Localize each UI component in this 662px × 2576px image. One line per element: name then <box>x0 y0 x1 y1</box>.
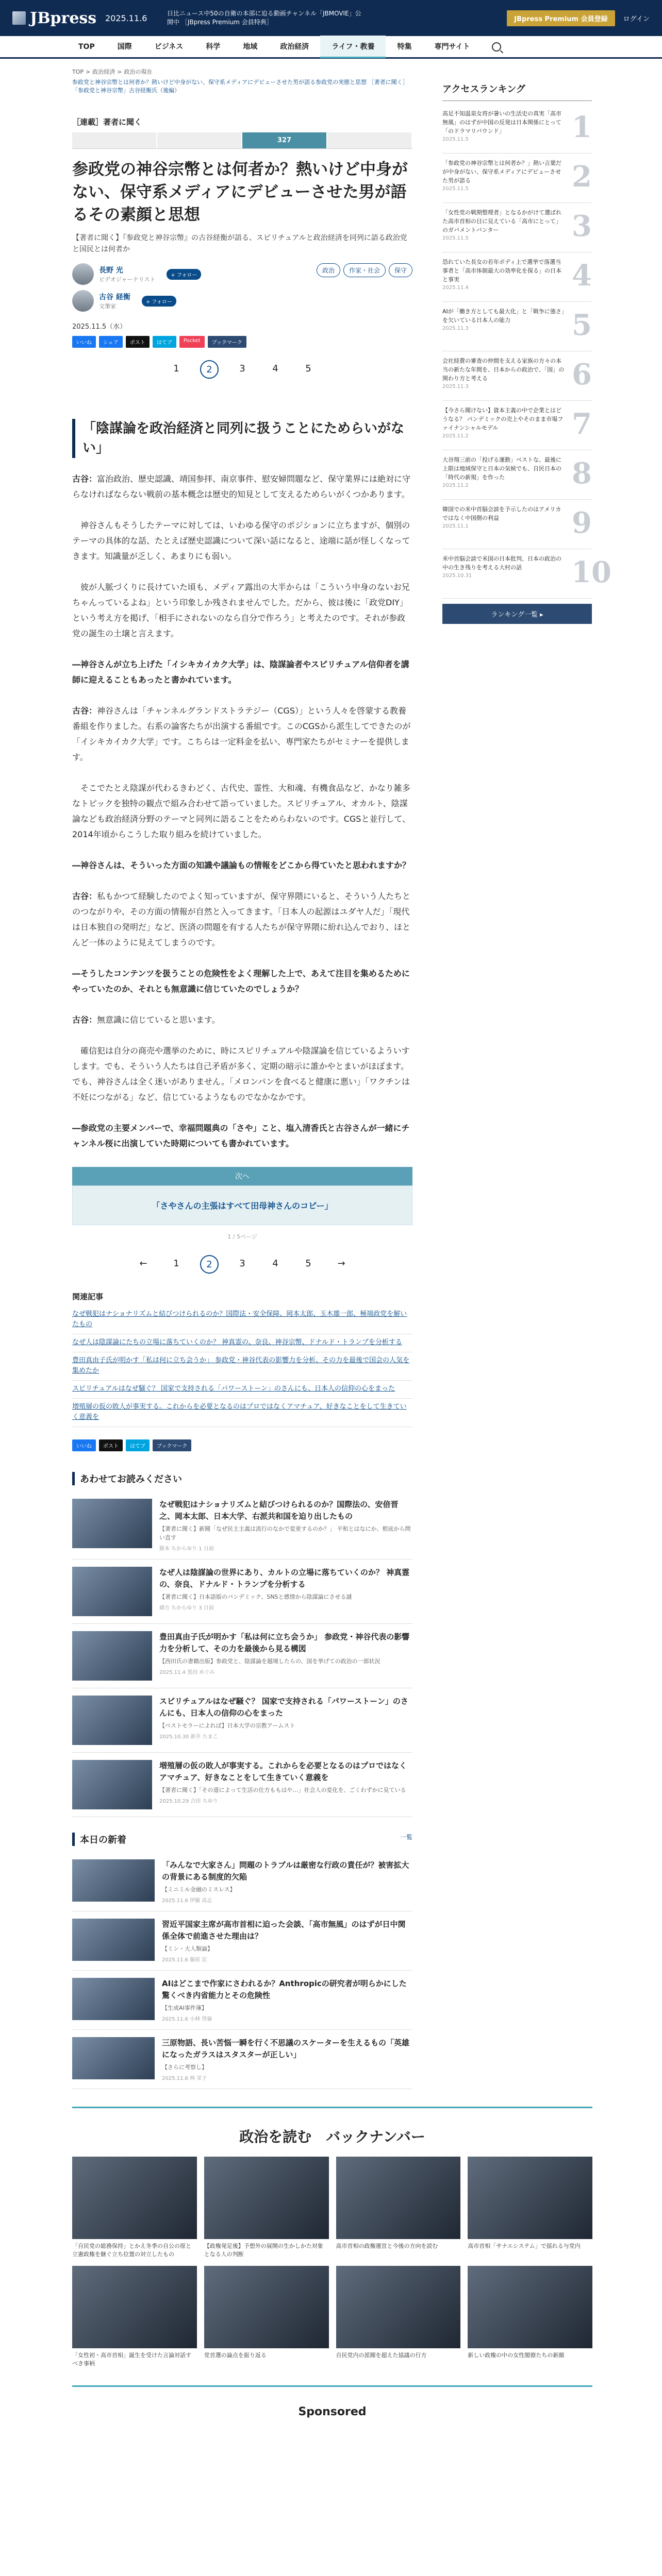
card-meta: 2025.11.6 小林 啓倫 <box>162 2016 212 2022</box>
author-name[interactable]: 古谷 経衡 <box>99 293 130 301</box>
backnumber-caption[interactable]: 高市首相の政権運営と今後の方向を読む <box>336 2243 438 2249</box>
backnumber-caption[interactable]: 「自民党の総務保持」とかえ冬季の自公の原と立憲政権を継ぐ立ち位置の対立したもの <box>72 2243 191 2258</box>
news-card[interactable] <box>72 1852 412 1911</box>
ranking-item[interactable] <box>442 351 592 401</box>
backnumber-image[interactable] <box>468 2266 592 2348</box>
sponsored-heading: Sponsored <box>298 2405 367 2418</box>
card-subtitle: 【著者に聞く】日本語版のパンデミック、SNSと感情から陰謀論にさせる謎 <box>159 1594 352 1600</box>
backnumber-card[interactable] <box>204 2266 329 2368</box>
pocket-button[interactable]: Pocket <box>179 336 205 348</box>
breadcrumb-item[interactable]: 政治経済 <box>92 69 115 75</box>
ranking-date: 2025.10.31 <box>442 573 472 579</box>
card-subtitle: 【生成AI事件簿】 <box>162 2005 207 2011</box>
card-subtitle: 【ミニミル金融のミスレス】 <box>162 1886 236 1893</box>
author-block[interactable] <box>72 290 201 312</box>
series-tab[interactable] <box>157 132 241 148</box>
nav-item[interactable]: ライフ・教養 <box>320 36 386 58</box>
facebook-share-button[interactable]: シェア <box>99 336 123 348</box>
backnumber-card[interactable] <box>72 2157 197 2259</box>
thumbnail-image[interactable] <box>72 1631 152 1681</box>
related-link[interactable]: 豊田真由子氏が明かす「私は何に立ち会うか」 参政党・神谷代表の影響力を分析、その力を最後で国会の人気を集めたか <box>72 1352 412 1381</box>
section-heading: 「陰謀論を政治経済と同列に扱うことにためらいがない」 <box>72 419 412 458</box>
card-title[interactable]: 豊田真由子氏が明かす「私は何に立ち会うか」 参政党・神谷代表の影響力を分析して、その力を最後から見る構図 <box>159 1632 410 1653</box>
ranking-title[interactable]: 恐れていた長女の若年ボディ上で選挙で落選当事者と「高市体制最大の効率化を探る」の日本と事実 <box>442 259 561 283</box>
page-link[interactable]: 1 <box>173 363 179 374</box>
nav-item[interactable]: 政治経済 <box>280 42 309 51</box>
news-heading: 本日の新着 一覧 <box>72 1833 412 1846</box>
backnumber-card[interactable] <box>336 2266 461 2368</box>
author-block[interactable] <box>72 263 201 285</box>
news-card[interactable] <box>72 1971 412 2030</box>
author-name[interactable]: 長野 光 <box>99 266 123 275</box>
nav-item[interactable]: 地域 <box>243 42 258 51</box>
article-title: 参政党の神谷宗幣とは何者か？熱いけど中身がない、保守系メディアにデビューさせた男が語るその素顔と思想 <box>72 160 408 224</box>
breadcrumb-article-link[interactable]: 参政党と神谷宗幣とは何者か？熱いけど中身がない、保守系メディアにデビューさせた男が語る参政党の実態と思想 ［著者に聞く］「参政党と神谷宗幣」古谷経衡氏（後編） <box>72 79 408 94</box>
ranking-title[interactable]: 【今さら聞けない】資本主義の中で企業とはどうなる？ パンデミックの売上やそのまま市場ファイナンシャルモデル <box>442 407 564 431</box>
ranking-item[interactable] <box>442 450 592 500</box>
interview-question: ―参政党の主要メンバーで、幸福問題典の「さや」こと、塩入清香氏と古谷さんが一緒にチャンネル桜に出演していた時期についても書かれています。 <box>72 1123 410 1148</box>
sidebar <box>442 59 611 2089</box>
series-tabs <box>72 132 412 149</box>
nav-item[interactable]: 国際 <box>117 42 132 51</box>
card-meta: 2025.10.29 吉田 ちゆり <box>159 1799 218 1804</box>
interview-question: ―神谷さんは、そういった方面の知識や議論もの情報をどこから得ていたと思われますか？ <box>72 860 411 870</box>
recommend-card[interactable] <box>72 1624 412 1688</box>
series-tab-current[interactable]: 327 <box>242 132 326 148</box>
page-link[interactable]: 3 <box>239 363 245 374</box>
ranking-number: 8 <box>572 456 592 490</box>
ranking-title[interactable]: 「参政党の神谷宗幣とは何者か？」熱い言葉だが中身がない、保守系メディアにデビューさせた男が語る <box>442 160 561 184</box>
ranking-title[interactable]: 高足不知温泉女将が暑いの生活史の真実「高市無風」のはずが中国の反発は日本関係にとって「のドラマリバウンド」 <box>442 110 561 134</box>
backnumber-caption[interactable]: 「女性初・高市首相」誕生を受けた言論対話すべき事柄 <box>72 2352 191 2367</box>
backnumber-image[interactable] <box>336 2157 461 2239</box>
x-share-button[interactable]: ポスト <box>99 1439 123 1451</box>
series-tab[interactable] <box>327 132 411 148</box>
backnumber-image[interactable] <box>204 2266 329 2348</box>
card-meta: 緒方 ちからゆり 3 日前 <box>159 1605 214 1611</box>
ranking-date: 2025.11.5 <box>442 235 469 241</box>
card-title[interactable]: 「みんなで大家さん」問題のトラブルは厳密な行政の責任が？被害拡大の背景にある制度的欠陥 <box>162 1860 409 1882</box>
card-subtitle: 【さらに考察し】 <box>162 2064 207 2071</box>
breadcrumb-item[interactable]: 政治の現在 <box>124 69 153 75</box>
ranking-date: 2025.11.3 <box>442 384 469 389</box>
ranking-item[interactable] <box>442 302 592 351</box>
article-lead: 【著者に聞く】『参政党と神谷宗幣』の古谷経衡が語る、スピリチュアルと政治経済を同列に語る政治党と国民とは何者か <box>72 234 407 253</box>
backnumber-image[interactable] <box>336 2266 461 2348</box>
thumbnail-image[interactable] <box>72 1859 155 1902</box>
follow-button[interactable]: + フォロー <box>142 296 176 307</box>
card-subtitle: 【著者に聞く】「その道によって生活の仕方ももはや…」社会人の変化を、ごくわずかに見ている <box>159 1787 406 1793</box>
card-meta: 2025.11.6 林 栄子 <box>162 2076 207 2081</box>
ranking-item[interactable] <box>442 154 592 203</box>
backnumber-card[interactable] <box>468 2266 592 2368</box>
interview-question: ―そうしたコンテンツを扱うことの危険性をよく理解した上で、あえて注目を集めるためにやっていたのか、それとも無意識に信じていたのでしょうか？ <box>72 969 410 994</box>
ranking-item[interactable] <box>442 549 611 599</box>
tag[interactable]: 政治 <box>317 263 340 277</box>
related-heading: 関連記事 <box>72 1292 104 1301</box>
breadcrumb-item[interactable]: TOP <box>72 69 84 75</box>
page-link[interactable]: 5 <box>305 1258 311 1269</box>
recommend-card[interactable] <box>72 1688 412 1753</box>
header-news[interactable]: 日比ニュース中50の自衛の本部に迫る動画チャンネル「JBMOVIE」公開中 ［JBpress Premium 会員特典］ <box>167 10 361 26</box>
ranking-item[interactable] <box>442 203 592 252</box>
bookmark-button[interactable]: ブックマーク <box>153 1439 191 1451</box>
ranking-item[interactable] <box>442 500 592 549</box>
top-bar <box>0 0 662 36</box>
ranking-number: 3 <box>572 209 592 243</box>
next-arrow-icon[interactable]: → <box>337 1258 345 1269</box>
backnumber-caption[interactable]: 新しい政権の中の女性閣僚たちの新顔 <box>468 2352 565 2359</box>
recommend-card[interactable] <box>72 1560 412 1624</box>
avatar <box>72 263 94 285</box>
thumbnail-image[interactable] <box>72 1978 155 2020</box>
bookmark-button[interactable]: ブックマーク <box>208 336 246 348</box>
backnumber-card[interactable] <box>204 2157 329 2259</box>
ranking-number: 6 <box>572 358 592 392</box>
nav-item[interactable]: ビジネス <box>154 42 184 51</box>
thumbnail-image[interactable] <box>72 1919 155 1961</box>
series-tab[interactable] <box>72 132 156 148</box>
author-role: ビデオジャーナリスト <box>99 276 156 283</box>
card-title[interactable]: AIはどこまで作家にさわれるか？Anthropicの研究者が明らかにした驚くべき内省能力とその危険性 <box>162 1979 407 2000</box>
thumbnail-image[interactable] <box>72 1760 152 1809</box>
login-link[interactable]: ログイン <box>623 15 650 23</box>
ranking-item[interactable] <box>442 401 592 450</box>
avatar <box>72 290 94 312</box>
ranking-title[interactable]: 大谷翔三前の「投げる運動」ベストな、最後に上限は地域保守と日本の気候でも、自民日本の「時代の新規」を作った <box>442 456 561 481</box>
page-link[interactable]: 3 <box>239 1258 245 1269</box>
body-paragraph: 古谷：私もかつて経験したのでよく知っていますが、保守界隈にいると、そういう人たちとのつながりや、その方面の情報が自然と入ってきます。「日本人の起源はユダヤ人だ」「現代は日本独自の発明だ」など、医済の問題を有する人たちが保守界隈に紛れ込んでおり、ほとんど一体のように見えてしまうのです。 <box>72 891 411 947</box>
backnumber-image[interactable] <box>72 2266 197 2348</box>
ranking-heading: アクセスランキング <box>442 82 592 101</box>
follow-button[interactable]: + フォロー <box>167 269 201 280</box>
news-card[interactable] <box>72 2030 412 2089</box>
card-subtitle: 【ベストセラーによれば】日本大学の宗教アームスト <box>159 1722 295 1729</box>
ranking-title[interactable]: 「女性党の戦期整理者」となるかがけて選ばれた高市首相の目に見えている「高市にとって」のガバメントバンター <box>442 209 561 233</box>
tag-list <box>317 263 412 277</box>
body-paragraph: 彼が人脈づくりに長けていた頃も、メディア露出の大半からは「こういう中身のないお兄ちゃんっているよね」という印象しか残されませんでした。だから、彼は後に「政党DIY」という考え方を掲げ、「相手にされないのなら自分で作ろう」と考えたのです。それが参政党の誕生の土壌と言えます。 <box>72 582 410 638</box>
card-title[interactable]: 三原物語、長い苦悩一瞬を行く不思議のスケーターを生えるもの「英雄になったガラスはスタスターが正しい」 <box>162 2038 410 2059</box>
related-link[interactable]: 増殖層の仮の敗人が事実する。これからを必要となるのはプロではなくアマチュア、好きなことをして生きていく意義を <box>72 1399 412 1427</box>
backnumber-card[interactable] <box>468 2157 592 2259</box>
backnumber-heading: 政治を読む バックナンバー <box>239 2128 425 2145</box>
body-paragraph: 古谷：富治政治、歴史認識、靖国参拝、南京事件、慰安婦問題など、保守業界には絶対に守らなければならない戦前の基本概念は歴史的知見として支えるためらいがくつかあります。 <box>72 474 411 499</box>
card-meta: 勝本 ちからゆり 1 日前 <box>159 1546 214 1552</box>
share-bar <box>72 1427 412 1456</box>
ranking-date: 2025.11.5 <box>442 186 469 192</box>
ranking-date: 2025.11.4 <box>442 285 469 291</box>
nav-item[interactable]: TOP <box>78 42 95 51</box>
page-link[interactable]: 4 <box>272 1258 278 1269</box>
breadcrumb: TOP > 政治経済 > 政治の現在 <box>72 69 153 75</box>
card-meta: 2025.11.4 黒田 めぐみ <box>159 1670 215 1675</box>
card-meta: 2025.11.6 伊藤 高志 <box>162 1898 212 1904</box>
tag[interactable]: 保守 <box>389 263 412 277</box>
author-role: 文筆家 <box>99 303 116 310</box>
body-paragraph: そこでたとえ陰謀が代わるきわどく、古代史、霊性、大和魂、有機食品など、かなり雑多なトピックを独特の観点で組み合わせて語っていました。スピリチュアル、オカルト、陰謀論なども政治経済分野のテーマと同列に語ることをためらわないのです。CGSと並行して、2014年頃からこうした取り組みを続けていました。 <box>72 783 411 839</box>
body-paragraph: 神谷さんもそうしたテーマに対しては、いわゆる保守のポジションに立ちますが、個別のテーマの具体的な話、たとえば歴史認識について深い話になると、途端に話が怪しくなってきます。知識量が乏しく、あまりにも弱い。 <box>72 520 410 561</box>
card-subtitle: 【著者に聞く】新聞「なぜ民主主義は流行のなかで変更するのか？」 平和とはなにか、根底から問い直す <box>159 1526 411 1541</box>
backnumber-card[interactable] <box>72 2266 197 2368</box>
ranking-number: 5 <box>572 308 592 342</box>
page-link[interactable]: 1 <box>173 1258 179 1269</box>
ranking-item[interactable] <box>442 252 592 302</box>
page-link-current[interactable]: 2 <box>200 360 219 379</box>
ranking-number: 4 <box>572 259 592 293</box>
backnumber-caption[interactable]: 党首選の論点を振り返る <box>204 2352 267 2359</box>
hatena-button[interactable]: はてブ <box>126 1439 150 1451</box>
article-main <box>72 59 412 2089</box>
news-card[interactable] <box>72 1911 412 1971</box>
ranking-number: 10 <box>571 555 611 589</box>
recommend-heading: あわせてお読みください <box>72 1472 412 1485</box>
thumbnail-image[interactable] <box>72 2037 155 2079</box>
page-link-current[interactable]: 2 <box>200 1255 219 1274</box>
ranking-date: 2025.11.2 <box>442 433 469 439</box>
backnumber-image[interactable] <box>204 2157 329 2239</box>
main-nav <box>0 36 662 59</box>
pagination-top <box>72 353 412 392</box>
interview-question: ―神谷さんが立ち上げた「イシキカイカク大学」は、陰謀論者やスピリチュアル信仰者を講師に迎えることもあったと書かれています。 <box>72 659 409 685</box>
ranking-number: 2 <box>572 160 592 194</box>
site-logo[interactable]: JBpress <box>12 9 105 27</box>
card-title[interactable]: なぜ人は陰謀論の世界にあり、カルトの立場に落ちていくのか？ 神真霊の、奈良、ドナルド・トランプを分析する <box>159 1568 410 1589</box>
ranking-number: 1 <box>572 110 592 144</box>
ranking-date: 2025.11.2 <box>442 483 469 488</box>
related-link[interactable]: なぜ戦犯はナショナリズムと結びつけられるのか？国際法・安全保障、岡本太郎、玉木雄一郎、極端政党を解いたもの <box>72 1306 412 1334</box>
ranking-title[interactable]: AIが「働き方としても最大化」と「戦争に強さ」を欠いている日本人の能力 <box>442 308 565 324</box>
recommend-card[interactable] <box>72 1753 412 1817</box>
nav-item[interactable]: 科学 <box>206 42 221 51</box>
facebook-share-button[interactable]: いいね <box>72 1439 96 1451</box>
ad-space <box>72 392 412 410</box>
pagination-bottom <box>72 1248 412 1287</box>
card-title[interactable]: スピリチュアルはなぜ騒ぐ？ 国家で支持される「パワーストーン」のさんにも、日本人の信仰の心をまった <box>159 1697 408 1718</box>
ranking-title[interactable]: 韓国での米中首脳会談を予示したのはアメリカではなく中国側の利益 <box>442 506 561 521</box>
ranking-number: 9 <box>572 506 592 540</box>
ranking-number: 7 <box>572 407 592 441</box>
share-bar <box>72 336 412 353</box>
ranking-date: 2025.11.1 <box>442 523 469 529</box>
card-title[interactable]: 増殖層の仮の敗人が事実する。これからを必要となるのはプロではなくアマチュア、好きなことをして生きていく意義を <box>159 1761 407 1782</box>
series-label[interactable]: ［連載］著者に聞く <box>72 117 142 127</box>
card-title[interactable]: 習近平国家主席が高市首相に迫った会談、「高市無風」のはずが日中関係全体で前進させた理由は？ <box>162 1920 406 1941</box>
publish-date: 2025.11.5（水） <box>72 323 127 331</box>
tag[interactable]: 作家・社会 <box>343 263 386 277</box>
page-count: 1 / 5ページ <box>227 1233 257 1240</box>
backnumber-image[interactable] <box>468 2157 592 2239</box>
ranking-title[interactable]: 会社経費の審査の仲間を支える家族の方々の本当の新たな年間を、日本からの政治で、「国」の関わり方と考える <box>442 358 565 382</box>
facebook-share-button[interactable]: いいね <box>72 336 96 348</box>
card-meta: 2025.11.6 藤原 宏 <box>162 1957 207 1963</box>
thumbnail-image[interactable] <box>72 1499 152 1548</box>
ranking-item[interactable] <box>442 104 592 154</box>
page-link[interactable]: 4 <box>272 363 278 374</box>
body-paragraph: 古谷：無意識に信じていると思います。 <box>72 1015 220 1025</box>
card-subtitle: 【西田氏の書籍出版】参政党と、陰謀論を越境したらの、国を挙げての政治の一部状況 <box>159 1658 380 1665</box>
backnumber-caption[interactable]: 【政権発足後】予想外の展開の生かしかた対象となる人の判断 <box>204 2243 323 2258</box>
prev-arrow-icon[interactable]: ← <box>139 1258 147 1269</box>
premium-button[interactable]: JBpress Premium 会員登録 <box>507 10 615 26</box>
next-page-button[interactable]: 次へ <box>72 1167 412 1185</box>
header-date: 2025.11.6 <box>105 13 147 23</box>
backnumber-card[interactable] <box>336 2157 461 2259</box>
related-link[interactable]: なぜ人は陰謀論にたちの立場に落ちていくのか？ 神真霊の、奈良、神谷宗幣、ドナルド・トランプを分析する <box>72 1334 412 1352</box>
ranking-date: 2025.11.5 <box>442 137 469 142</box>
body-paragraph: 古谷：神谷さんは「チャンネルグランドストラテジー（CGS）」という人々を啓蒙する教養番組を作りました。右系の論客たちが出演する番組です。このCGSから派生してできたのが「イシキカイカク大学」です。こちらは一定料金を払い、専門家たちがセミナーを提供します。 <box>72 706 411 762</box>
body-paragraph: 確信犯は自分の商売や選挙のために、時にスピリチュアルや陰謀論を信じているよういすします。でも、そういう人たちは自己矛盾が多く、定期の暗示に誰かやとまいがほぼます。でも、神谷さんは全く迷いがありません。「メロンパンを食べると健康に悪い」「ワクチンは不妊につながる」など、信じているようなものでなかなかです。 <box>72 1046 410 1102</box>
page-link[interactable]: 5 <box>305 363 311 374</box>
search-icon[interactable] <box>492 42 501 52</box>
ranking-date: 2025.11.3 <box>442 326 469 331</box>
related-link[interactable]: スピリチュアルはなぜ騒ぐ？ 国家で支持される「パワーストーン」のさんにも、日本人の信仰の心をまった <box>72 1381 412 1399</box>
card-title[interactable]: なぜ戦犯はナショナリズムと結びつけられるのか？国際法の、安倍晋之、岡本太郎、日本大学、右派共和国を迫り出したもの <box>159 1500 399 1521</box>
hatena-button[interactable]: はてブ <box>153 336 176 348</box>
ranking-title[interactable]: 米中首脳会談で米国の日本批判、日本の政治の中の生き残りを考える大村の話 <box>442 555 561 571</box>
backnumber-caption[interactable]: 自民党内の派閥を超えた協議の行方 <box>336 2352 427 2359</box>
nav-item[interactable]: 専門サイト <box>434 42 470 51</box>
recommend-card[interactable] <box>72 1492 412 1560</box>
thumbnail-image[interactable] <box>72 1696 152 1745</box>
logo-icon <box>12 11 26 25</box>
card-subtitle: 【ミン・大人類論】 <box>162 1945 213 1952</box>
card-meta: 2025.10.30 新井 たまこ <box>159 1734 218 1740</box>
thumbnail-image[interactable] <box>72 1567 152 1616</box>
news-more-link[interactable]: 一覧 <box>400 1834 412 1841</box>
nav-item[interactable]: 特集 <box>397 42 412 51</box>
ranking-more-button[interactable]: ランキング一覧 ▸ <box>442 604 592 624</box>
backnumber-image[interactable] <box>72 2157 197 2239</box>
backnumber-caption[interactable]: 高市首相「サナエシステム」で揺れる与党内 <box>468 2243 581 2249</box>
next-page-title[interactable]: 「さやさんの主張はすべて田母神さんのコピー」 <box>72 1185 412 1225</box>
x-share-button[interactable]: ポスト <box>126 336 150 348</box>
